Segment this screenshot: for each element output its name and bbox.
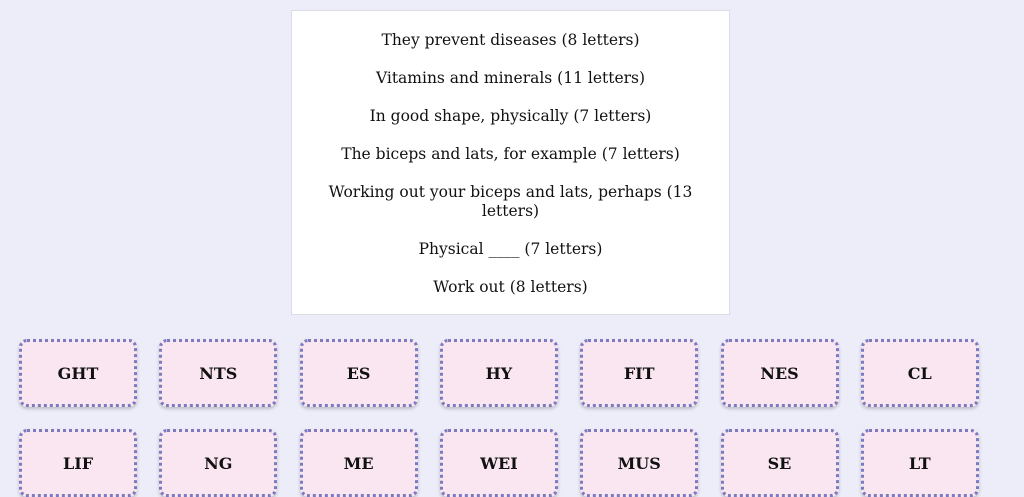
letter-tile[interactable]: NES xyxy=(721,339,839,407)
letter-tile[interactable]: MUS xyxy=(580,429,698,497)
clue-text: The biceps and lats, for example (7 letters) xyxy=(341,145,680,163)
letter-tile[interactable]: ES xyxy=(300,339,418,407)
clue-text: Physical ____ (7 letters) xyxy=(418,240,603,258)
clue-text: They prevent diseases (8 letters) xyxy=(381,31,640,49)
letter-tile[interactable]: ME xyxy=(300,429,418,497)
clue-text: Working out your biceps and lats, perhaps (13 letters) xyxy=(328,183,693,220)
letter-tile[interactable]: NG xyxy=(159,429,277,497)
letter-tile[interactable]: FIT xyxy=(580,339,698,407)
letter-tile[interactable]: SE xyxy=(721,429,839,497)
letter-tile[interactable]: GHT xyxy=(19,339,137,407)
clue-text: In good shape, physically (7 letters) xyxy=(369,107,652,125)
letter-tile[interactable]: LIF xyxy=(19,429,137,497)
letter-tile[interactable]: CL xyxy=(861,339,979,407)
letter-tile[interactable]: WEI xyxy=(440,429,558,497)
clue-text: Vitamins and minerals (11 letters) xyxy=(375,69,646,87)
letter-tile[interactable]: NTS xyxy=(159,339,277,407)
clue-text: Work out (8 letters) xyxy=(433,278,588,296)
letter-tile[interactable]: LT xyxy=(861,429,979,497)
letter-tile[interactable]: HY xyxy=(440,339,558,407)
clue-panel xyxy=(291,10,730,315)
